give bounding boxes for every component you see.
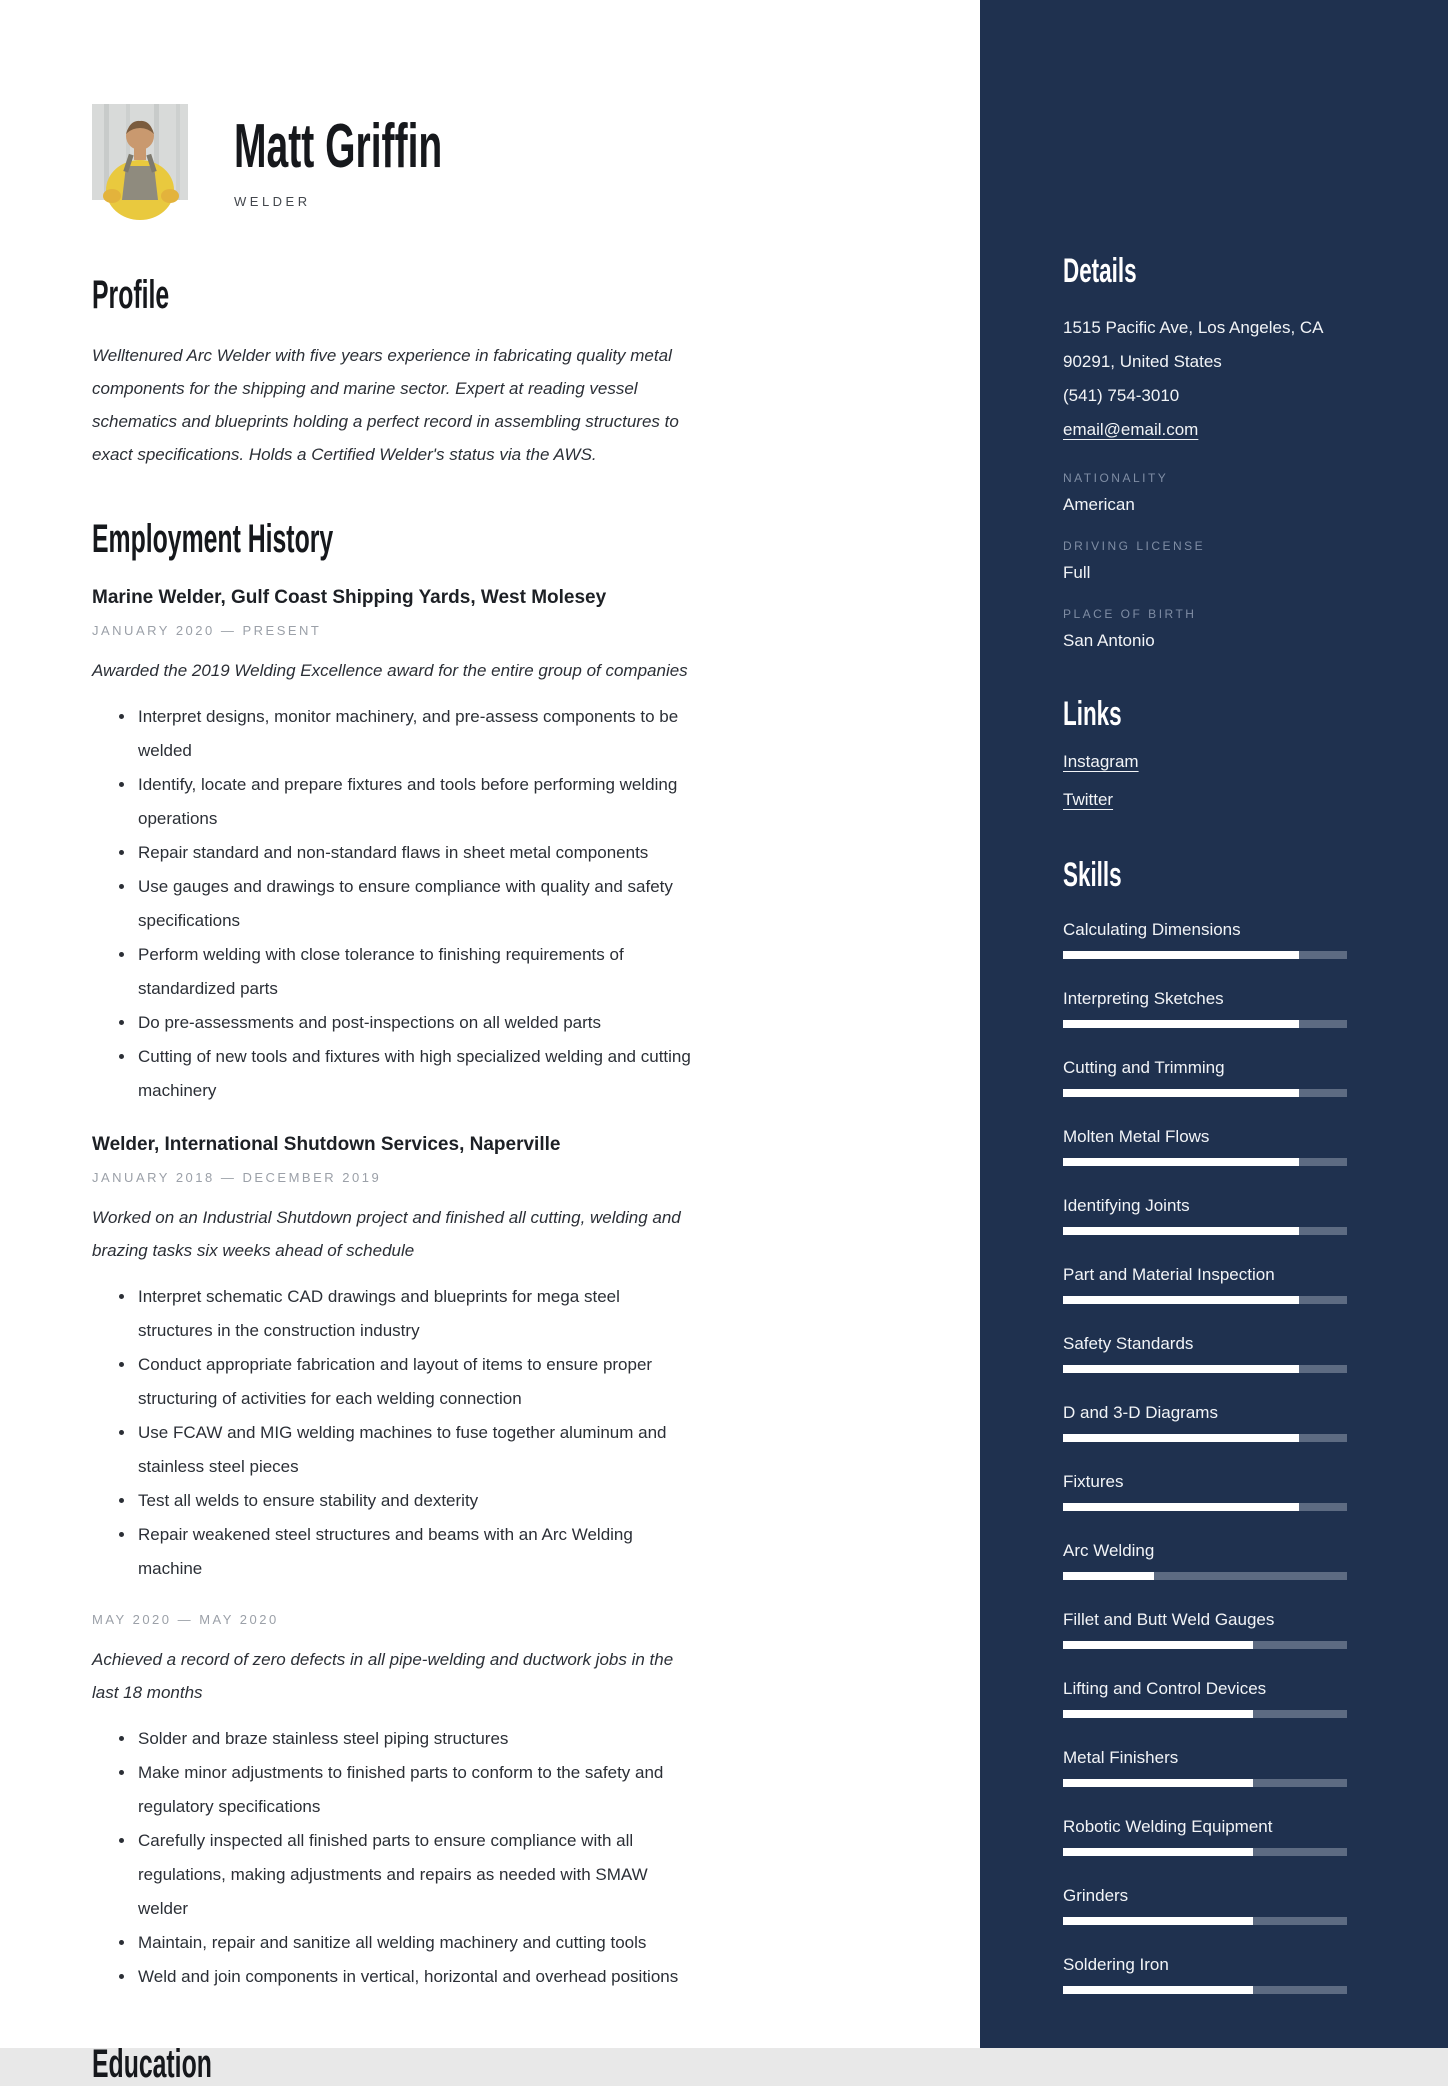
candidate-role: WELDER: [234, 194, 311, 209]
skill-item: [1063, 1193, 1347, 1235]
job-dates: JANUARY 2018 — DECEMBER 2019: [92, 1170, 382, 1185]
skill-name: D and 3-D Diagrams: [1063, 1403, 1218, 1423]
skill-item: [1063, 1262, 1347, 1304]
skill-bar: [1063, 1848, 1347, 1856]
skill-bar-fill: [1063, 1158, 1299, 1166]
skill-item: [1063, 1400, 1347, 1442]
skill-name: Metal Finishers: [1063, 1748, 1179, 1768]
skill-bar-fill: [1063, 1986, 1253, 1994]
job-summary: Achieved a record of zero defects in all pipe-welding and ductwork jobs in the last 18 months: [92, 1650, 674, 1702]
job-bullet: • Weld and join components in vertical, horizontal and overhead positions: [136, 1960, 698, 1994]
skill-bar: [1063, 1434, 1347, 1442]
skill-name: Cutting and Trimming: [1063, 1058, 1225, 1078]
job-bullet: • Carefully inspected all finished parts to ensure compliance with all regulations, making adjustments and repairs as needed with SMAW welder: [136, 1824, 698, 1926]
skill-item: [1063, 1883, 1347, 1925]
skill-bar: [1063, 951, 1347, 959]
employment-entry: [92, 587, 698, 1108]
skill-item: [1063, 1676, 1347, 1718]
job-dates: MAY 2020 — MAY 2020: [92, 1612, 279, 1627]
job-bullet: • Repair weakened steel structures and beams with an Arc Welding machine: [136, 1518, 698, 1586]
education-heading: Education: [92, 2042, 212, 2086]
job-bullet: • Use FCAW and MIG welding machines to fuse together aluminum and stainless steel pieces: [136, 1416, 698, 1484]
twitter-link[interactable]: Twitter: [1063, 790, 1114, 810]
job-summary: Awarded the 2019 Welding Excellence award for the entire group of companies: [92, 661, 688, 680]
job-bullet: • Repair standard and non-standard flaws in sheet metal components: [136, 836, 698, 870]
email-link[interactable]: email@email.com: [1063, 420, 1199, 440]
job-summary: Worked on an Industrial Shutdown project and finished all cutting, welding and brazing tasks six weeks ahead of schedule: [92, 1208, 681, 1260]
skill-item: [1063, 1055, 1347, 1097]
employment-entry: [92, 1612, 698, 1994]
driving-license-label: DRIVING LICENSE: [1063, 539, 1206, 554]
skill-name: Calculating Dimensions: [1063, 920, 1241, 940]
address-line-2: 90291, United States: [1063, 352, 1222, 372]
skill-bar-fill: [1063, 1917, 1253, 1925]
skill-bar: [1063, 1020, 1347, 1028]
skill-name: Grinders: [1063, 1886, 1129, 1906]
phone-number: (541) 754-3010: [1063, 386, 1180, 406]
skill-bar-fill: [1063, 1089, 1299, 1097]
welder-portrait-illustration: [92, 104, 188, 200]
skill-bar-fill: [1063, 1020, 1299, 1028]
skill-item: [1063, 1469, 1347, 1511]
main-column: [92, 0, 698, 2086]
profile-photo: [92, 104, 188, 200]
employment-history-heading: Employment History: [92, 517, 334, 561]
skill-bar-fill: [1063, 1572, 1154, 1580]
employment-entry: [92, 1134, 698, 1586]
skill-bar-fill: [1063, 1710, 1253, 1718]
skill-name: Arc Welding: [1063, 1541, 1155, 1561]
job-bullet: • Conduct appropriate fabrication and layout of items to ensure proper structuring of activities for each welding connection: [136, 1348, 698, 1416]
job-bullet-list: [92, 1280, 698, 1586]
skill-bar-fill: [1063, 951, 1299, 959]
skill-bar-fill: [1063, 1365, 1299, 1373]
skill-bar: [1063, 1089, 1347, 1097]
skill-bar-fill: [1063, 1503, 1299, 1511]
skill-bar: [1063, 1503, 1347, 1511]
skill-item: [1063, 986, 1347, 1028]
job-bullet: • Interpret schematic CAD drawings and blueprints for mega steel structures in the construction industry: [136, 1280, 698, 1348]
job-bullet: • Make minor adjustments to finished parts to conform to the safety and regulatory specifications: [136, 1756, 698, 1824]
details-body: [1063, 311, 1347, 447]
profile-heading: Profile: [92, 273, 170, 317]
skill-item: [1063, 1607, 1347, 1649]
job-dates: JANUARY 2020 — PRESENT: [92, 623, 322, 638]
nationality-value: American: [1063, 495, 1135, 515]
skills-list: [1063, 917, 1347, 1994]
skill-bar-fill: [1063, 1227, 1299, 1235]
skill-item: [1063, 1538, 1347, 1580]
job-title: Welder, International Shutdown Services, Naperville: [92, 1134, 561, 1155]
job-title: Marine Welder, Gulf Coast Shipping Yards, West Molesey: [92, 587, 607, 608]
job-bullet: • Perform welding with close tolerance to finishing requirements of standardized parts: [136, 938, 698, 1006]
job-bullet: • Identify, locate and prepare fixtures and tools before performing welding operations: [136, 768, 698, 836]
job-bullet-list: [92, 1722, 698, 1994]
skill-item: [1063, 1952, 1347, 1994]
skill-item: [1063, 917, 1347, 959]
driving-license-value: Full: [1063, 563, 1091, 583]
skill-bar-fill: [1063, 1434, 1299, 1442]
candidate-name: Matt Griffin: [234, 112, 443, 181]
skills-heading: Skills: [1063, 856, 1122, 895]
skill-bar: [1063, 1572, 1347, 1580]
skill-name: Interpreting Sketches: [1063, 989, 1224, 1009]
skill-name: Robotic Welding Equipment: [1063, 1817, 1273, 1837]
job-bullet-list: [92, 700, 698, 1108]
skill-name: Part and Material Inspection: [1063, 1265, 1275, 1285]
skill-bar-fill: [1063, 1779, 1253, 1787]
job-bullet: • Cutting of new tools and fixtures with high specialized welding and cutting machinery: [136, 1040, 698, 1108]
sidebar-content: [980, 0, 1347, 1994]
job-bullet: • Use gauges and drawings to ensure compliance with quality and safety specifications: [136, 870, 698, 938]
job-bullet: • Interpret designs, monitor machinery, and pre-assess components to be welded: [136, 700, 698, 768]
links-heading: Links: [1063, 695, 1122, 734]
address-line-1: 1515 Pacific Ave, Los Angeles, CA: [1063, 318, 1324, 338]
job-bullet: • Do pre-assessments and post-inspections on all welded parts: [136, 1006, 698, 1040]
place-of-birth-label: PLACE OF BIRTH: [1063, 607, 1197, 622]
profile-text: Welltenured Arc Welder with five years experience in fabricating quality metal components for the shipping and marine sector. Expert at reading vessel schematics and blueprints holding a perfect record in assembling structures to exact specifications. Holds a Certified Welder's status via the AWS.: [92, 346, 679, 464]
instagram-link[interactable]: Instagram: [1063, 752, 1139, 772]
skill-name: Fillet and Butt Weld Gauges: [1063, 1610, 1275, 1630]
skill-bar: [1063, 1641, 1347, 1649]
skill-bar: [1063, 1917, 1347, 1925]
skill-name: Identifying Joints: [1063, 1196, 1190, 1216]
details-heading: Details: [1063, 252, 1137, 290]
job-bullet: • Test all welds to ensure stability and dexterity: [136, 1484, 698, 1518]
skill-bar: [1063, 1227, 1347, 1235]
skill-item: [1063, 1331, 1347, 1373]
place-of-birth-value: San Antonio: [1063, 631, 1155, 651]
skill-bar: [1063, 1710, 1347, 1718]
sidebar: [980, 0, 1448, 2048]
identity-block: [234, 104, 565, 209]
skill-bar: [1063, 1365, 1347, 1373]
skill-bar: [1063, 1779, 1347, 1787]
skill-item: [1063, 1124, 1347, 1166]
skill-item: [1063, 1814, 1347, 1856]
skill-bar-fill: [1063, 1296, 1299, 1304]
skill-name: Lifting and Control Devices: [1063, 1679, 1267, 1699]
skill-bar-fill: [1063, 1848, 1253, 1856]
links-list: [1063, 752, 1347, 810]
nationality-label: NATIONALITY: [1063, 471, 1169, 486]
resume-header: [92, 104, 698, 209]
skill-bar-fill: [1063, 1641, 1253, 1649]
skill-name: Molten Metal Flows: [1063, 1127, 1210, 1147]
skill-item: [1063, 1745, 1347, 1787]
skill-bar: [1063, 1296, 1347, 1304]
skill-bar: [1063, 1158, 1347, 1166]
skill-name: Soldering Iron: [1063, 1955, 1169, 1975]
skill-name: Safety Standards: [1063, 1334, 1194, 1354]
job-bullet: • Maintain, repair and sanitize all welding machinery and cutting tools: [136, 1926, 698, 1960]
job-bullet: • Solder and braze stainless steel piping structures: [136, 1722, 698, 1756]
skill-bar: [1063, 1986, 1347, 1994]
skill-name: Fixtures: [1063, 1472, 1124, 1492]
